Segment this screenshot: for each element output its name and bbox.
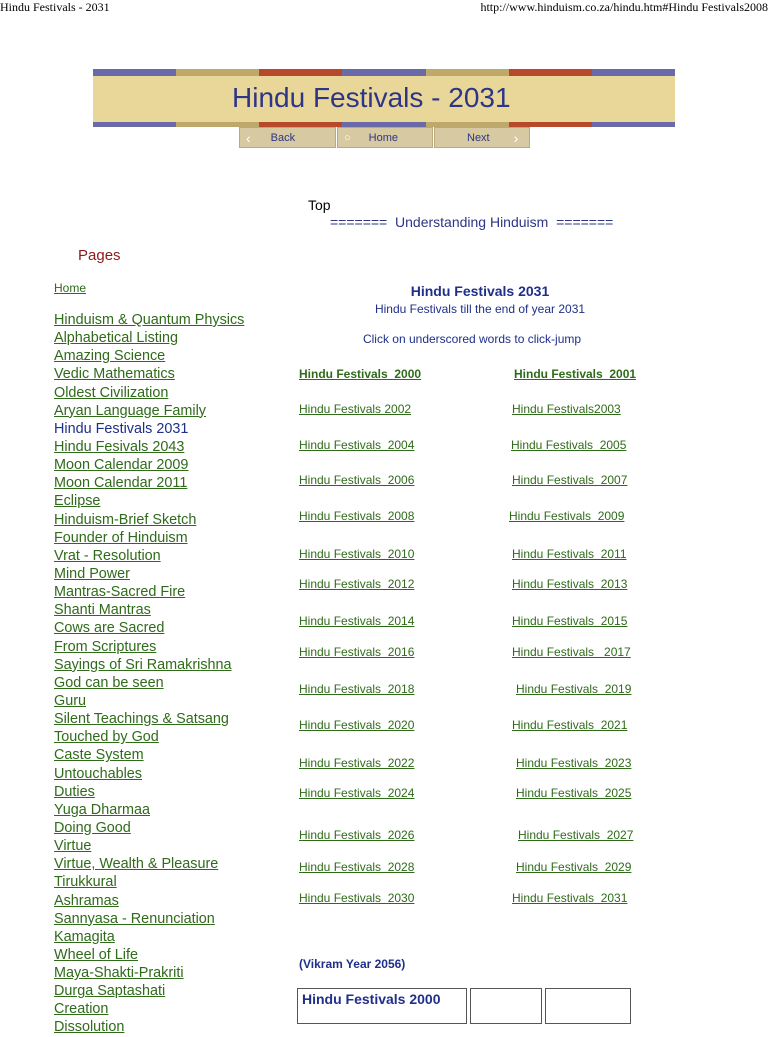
sidebar-item-label: Virtue, Wealth & Pleasure bbox=[54, 856, 219, 873]
stripe bbox=[426, 69, 509, 76]
chevron-left-icon: ‹ bbox=[246, 129, 251, 146]
print-page-title: Hindu Festivals - 2031 bbox=[0, 0, 110, 14]
stripe bbox=[592, 69, 675, 76]
sidebar-item[interactable] bbox=[54, 873, 244, 891]
sidebar-item[interactable] bbox=[54, 674, 244, 692]
sidebar-item[interactable] bbox=[54, 456, 244, 474]
sidebar-item-label: Cows are Sacred bbox=[54, 620, 165, 637]
sidebar-item-label: Ashramas bbox=[54, 892, 119, 909]
sidebar-item[interactable] bbox=[54, 601, 244, 619]
festival-year-link[interactable]: Hindu Festivals 2017 bbox=[512, 645, 631, 659]
festival-year-link[interactable]: Hindu Festivals 2026 bbox=[299, 828, 415, 842]
sidebar-item[interactable] bbox=[54, 783, 244, 801]
sidebar-item[interactable] bbox=[54, 819, 244, 837]
festival-year-link[interactable]: Hindu Festivals 2022 bbox=[299, 756, 415, 770]
sidebar-item[interactable] bbox=[54, 728, 244, 746]
stripe bbox=[342, 69, 425, 76]
festival-year-link[interactable]: Hindu Festivals 2009 bbox=[509, 509, 625, 523]
sidebar-item[interactable] bbox=[54, 765, 244, 783]
main-title: Hindu Festivals 2031 bbox=[410, 283, 550, 299]
festival-year-link[interactable]: Hindu Festivals 2028 bbox=[299, 860, 415, 874]
sidebar-item-label: Moon Calendar 2009 bbox=[54, 457, 189, 474]
sidebar-item[interactable] bbox=[54, 384, 244, 402]
sidebar-item[interactable] bbox=[54, 311, 244, 329]
stripe bbox=[176, 69, 259, 76]
sidebar-item-label: Virtue bbox=[54, 838, 92, 855]
stripe bbox=[259, 69, 342, 76]
festival-year-link[interactable]: Hindu Festivals 2013 bbox=[512, 577, 628, 591]
sidebar-item-label: Wheel of Life bbox=[54, 946, 138, 963]
festival-year-link[interactable]: Hindu Festivals 2010 bbox=[299, 547, 415, 561]
festival-year-link[interactable]: Hindu Festivals 2030 bbox=[299, 891, 415, 905]
print-header bbox=[0, 0, 768, 14]
festival-year-link[interactable]: Hindu Festivals 2007 bbox=[512, 473, 628, 487]
back-button[interactable] bbox=[239, 127, 336, 148]
festival-year-link[interactable]: Hindu Festivals 2014 bbox=[299, 614, 415, 628]
festival-year-link[interactable]: Hindu Festivals 2025 bbox=[516, 786, 632, 800]
sidebar-item-label: Durga Saptashati bbox=[54, 983, 166, 1000]
sidebar-item-label: Hindu Festivals 2031 bbox=[54, 420, 189, 437]
sidebar-item[interactable] bbox=[54, 402, 244, 420]
festival-year-link[interactable]: Hindu Festivals 2018 bbox=[299, 682, 415, 696]
festival-year-link[interactable]: Hindu Festivals 2023 bbox=[516, 756, 632, 770]
sidebar-item[interactable] bbox=[54, 347, 244, 365]
sidebar-item[interactable] bbox=[54, 746, 244, 764]
festival-table bbox=[297, 988, 634, 1024]
stripe bbox=[509, 69, 592, 76]
sidebar-item-label: Aryan Language Family bbox=[54, 402, 206, 419]
sidebar-item-label: Touched by God bbox=[54, 729, 159, 746]
banner bbox=[93, 69, 675, 127]
stripe bbox=[93, 69, 176, 76]
festival-year-link[interactable]: Hindu Festivals 2024 bbox=[299, 786, 415, 800]
sidebar-item[interactable] bbox=[54, 855, 244, 873]
festival-table-cell bbox=[545, 988, 631, 1024]
sidebar-item-label: From Scriptures bbox=[54, 638, 157, 655]
sidebar-item-label: Maya-Shakti-Prakriti bbox=[54, 965, 184, 982]
sidebar-item-label: Tirukkural bbox=[54, 874, 117, 891]
sidebar-item[interactable] bbox=[54, 529, 244, 547]
festival-table-cell bbox=[470, 988, 542, 1024]
sidebar-item-label: Oldest Civilization bbox=[54, 384, 169, 401]
sidebar-item[interactable] bbox=[54, 692, 244, 710]
sidebar-item-label: Doing Good bbox=[54, 819, 131, 836]
sidebar-item[interactable] bbox=[54, 710, 244, 728]
sidebar-item[interactable] bbox=[54, 910, 244, 928]
sidebar-item-label: Hindu Fesivals 2043 bbox=[54, 438, 185, 455]
sidebar-item[interactable] bbox=[54, 511, 244, 529]
sidebar-item[interactable] bbox=[54, 583, 244, 601]
vikram-year: (Vikram Year 2056) bbox=[299, 957, 406, 971]
sidebar-page-list bbox=[54, 311, 244, 1037]
top-link[interactable]: Top bbox=[308, 197, 331, 213]
main-hint: Click on underscored words to click-jump bbox=[362, 332, 582, 346]
sidebar-item[interactable] bbox=[54, 1000, 244, 1018]
next-button[interactable] bbox=[434, 127, 530, 148]
sidebar-item-label: Moon Calendar 2011 bbox=[54, 475, 188, 492]
sidebar-item-label: Alphabetical Listing bbox=[54, 330, 178, 347]
festival-year-link[interactable]: Hindu Festivals 2001 bbox=[514, 367, 637, 381]
festival-table-header-cell: Hindu Festivals 2000 bbox=[297, 988, 467, 1024]
sidebar-item-label: Founder of Hinduism bbox=[54, 529, 188, 546]
sidebar-item[interactable] bbox=[54, 492, 244, 510]
festival-year-link[interactable]: Hindu Festivals 2002 bbox=[299, 402, 412, 416]
sidebar-item-label: Vedic Mathematics bbox=[54, 366, 175, 383]
festival-year-link[interactable]: Hindu Festivals 2006 bbox=[299, 473, 415, 487]
festival-year-link[interactable]: Hindu Festivals 2004 bbox=[299, 438, 415, 452]
festival-year-link[interactable]: Hindu Festivals2003 bbox=[512, 402, 621, 416]
sidebar-item[interactable] bbox=[54, 438, 244, 456]
sidebar-item-label: Mantras-Sacred Fire bbox=[54, 584, 186, 601]
sidebar-item-label: God can be seen bbox=[54, 674, 164, 691]
sidebar-item-label: Caste System bbox=[54, 747, 144, 764]
sidebar-item[interactable] bbox=[54, 1018, 244, 1036]
sidebar-item-label: Hinduism & Quantum Physics bbox=[54, 312, 245, 328]
sidebar-item-label: Untouchables bbox=[54, 765, 143, 782]
festival-year-link[interactable]: Hindu Festivals 2000 bbox=[299, 367, 422, 381]
sidebar-item[interactable] bbox=[54, 638, 244, 656]
banner-navigation bbox=[239, 127, 530, 148]
sidebar-item[interactable] bbox=[54, 420, 244, 438]
sidebar-item[interactable] bbox=[54, 928, 244, 946]
sidebar-item-label: Yuga Dharmaa bbox=[54, 801, 150, 818]
circle-icon: ○ bbox=[344, 131, 351, 144]
sidebar-home-link[interactable]: Home bbox=[54, 281, 87, 295]
festival-year-link[interactable]: Hindu Festivals 2020 bbox=[299, 718, 415, 732]
festival-year-link[interactable]: Hindu Festivals 2021 bbox=[512, 718, 628, 732]
sidebar-item[interactable] bbox=[54, 892, 244, 910]
sidebar-item-label: Hinduism-Brief Sketch bbox=[54, 511, 197, 528]
sidebar-item-label: Dissolution bbox=[54, 1019, 125, 1036]
sidebar-item[interactable] bbox=[54, 964, 244, 982]
sidebar-item[interactable] bbox=[54, 365, 244, 383]
print-page-url: http://www.hinduism.co.za/hindu.htm#Hindu Festivals2008 bbox=[480, 0, 768, 14]
festival-year-link[interactable]: Hindu Festivals 2027 bbox=[518, 828, 634, 842]
festival-year-link[interactable]: Hindu Festivals 2008 bbox=[299, 509, 415, 523]
sidebar-item-label: Eclipse bbox=[54, 493, 101, 510]
sidebar-item-label: Silent Teachings & Satsang bbox=[54, 711, 229, 728]
festival-year-link[interactable]: Hindu Festivals 2015 bbox=[512, 614, 628, 628]
sidebar-item-label: Kamagita bbox=[54, 928, 115, 945]
festival-year-link[interactable]: Hindu Festivals 2005 bbox=[511, 438, 627, 452]
sidebar-item-label: Sayings of Sri Ramakrishna bbox=[54, 656, 232, 673]
sidebar-item-label: Amazing Science bbox=[54, 348, 166, 365]
stripe bbox=[93, 122, 176, 127]
sidebar-item-label: Duties bbox=[54, 783, 95, 800]
banner-title: Hindu Festivals - 2031 bbox=[232, 82, 511, 113]
home-label: Home bbox=[368, 131, 398, 144]
home-button[interactable] bbox=[337, 127, 433, 148]
understanding-hinduism-heading: ======= Understanding Hinduism ======= bbox=[330, 214, 614, 230]
festival-year-link[interactable]: Hindu Festivals 2016 bbox=[299, 645, 415, 659]
sidebar-item[interactable] bbox=[54, 982, 244, 1000]
festival-year-link[interactable]: Hindu Festivals 2011 bbox=[512, 547, 627, 561]
banner-top-stripes bbox=[93, 69, 675, 76]
next-label: Next bbox=[467, 131, 490, 144]
sidebar-item[interactable] bbox=[54, 619, 244, 637]
sidebar-item-label: Guru bbox=[54, 692, 86, 709]
sidebar-item[interactable] bbox=[54, 837, 244, 855]
sidebar-item[interactable] bbox=[54, 547, 244, 565]
festival-year-link[interactable]: Hindu Festivals 2019 bbox=[516, 682, 632, 696]
main-subtitle: Hindu Festivals till the end of year 2031 bbox=[374, 302, 586, 316]
sidebar-item[interactable] bbox=[54, 565, 244, 583]
sidebar-item[interactable] bbox=[54, 946, 244, 964]
sidebar-item-label: Vrat - Resolution bbox=[54, 547, 161, 564]
sidebar-item[interactable] bbox=[54, 656, 244, 674]
sidebar-item-label: Sannyasa - Renunciation bbox=[54, 910, 215, 927]
back-label: Back bbox=[270, 131, 296, 144]
sidebar-item-label: Creation bbox=[54, 1001, 109, 1018]
festival-year-link[interactable]: Hindu Festivals 2031 bbox=[512, 891, 628, 905]
pages-heading: Pages bbox=[78, 247, 121, 264]
sidebar-item-label: Mind Power bbox=[54, 565, 130, 582]
sidebar-item[interactable] bbox=[54, 329, 244, 347]
stripe bbox=[592, 122, 675, 127]
festival-year-link[interactable]: Hindu Festivals 2012 bbox=[299, 577, 415, 591]
sidebar-item-label: Shanti Mantras bbox=[54, 602, 151, 619]
sidebar-item[interactable] bbox=[54, 801, 244, 819]
chevron-right-icon: › bbox=[513, 129, 519, 146]
festival-year-link[interactable]: Hindu Festivals 2029 bbox=[516, 860, 632, 874]
sidebar-item[interactable] bbox=[54, 474, 244, 492]
